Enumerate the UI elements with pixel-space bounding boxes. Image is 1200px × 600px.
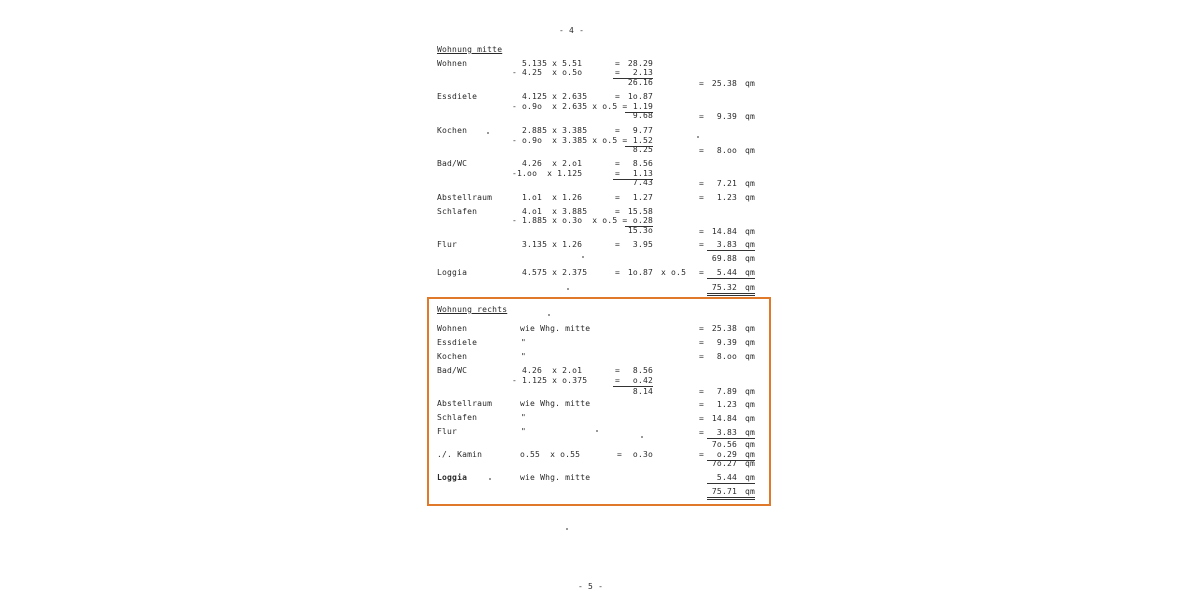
room-label: Flur: [437, 240, 458, 249]
scan-speck: [489, 478, 491, 480]
equals-sign: =: [699, 414, 705, 423]
unit-label: qm: [737, 473, 755, 484]
reference-note: wie Whg. mitte: [520, 473, 591, 482]
calc-expression: 1.o1 x 1.26: [522, 193, 583, 202]
reference-note: wie Whg. mitte: [520, 399, 591, 408]
calc-expression: - 1.885 x o.3o x o.5 =: [512, 216, 628, 225]
calc-expression: - o.9o x 3.385 x o.5 =: [512, 136, 628, 145]
equals-sign: =: [699, 450, 705, 459]
unit-label: qm: [745, 179, 756, 188]
calc-expression: 3.135 x 1.26: [522, 240, 583, 249]
section-heading-mitte: Wohnung mitte: [437, 45, 503, 54]
equals-sign: =: [615, 240, 621, 249]
calc-expression: 4.575 x 2.375: [522, 268, 588, 277]
page-number-top: - 4 -: [559, 26, 585, 35]
calc-value: 1.13: [613, 169, 653, 180]
calc-expression: 2.885 x 3.385: [522, 126, 588, 135]
room-total: 14.84: [711, 414, 737, 423]
room-total: o.29: [707, 450, 737, 461]
room-total: 25.38: [711, 79, 737, 88]
unit-label: qm: [737, 240, 755, 251]
room-label: Essdiele: [437, 92, 478, 101]
equals-sign: =: [699, 146, 705, 155]
room-total: 7.21: [716, 179, 737, 188]
equals-sign: =: [699, 400, 705, 409]
reference-note: wie Whg. mitte: [520, 324, 591, 333]
page-number-bottom: - 5 -: [578, 582, 604, 591]
calc-expression: 5.135 x 5.51: [522, 59, 583, 68]
room-total: 5.44: [707, 268, 737, 279]
equals-sign: =: [615, 193, 621, 202]
calc-value: o.3o: [632, 450, 653, 459]
unit-label: qm: [745, 112, 756, 121]
room-total: 3.83: [707, 240, 737, 251]
scan-speck: [697, 136, 699, 138]
equals-sign: =: [615, 376, 621, 385]
calc-value: 28.29: [627, 59, 653, 68]
unit-label: qm: [745, 146, 756, 155]
reference-note: ": [521, 338, 527, 347]
room-total: 3.83: [707, 428, 737, 439]
room-label: ./. Kamin: [437, 450, 483, 459]
equals-sign: =: [615, 126, 621, 135]
calc-expression: - 4.25 x o.5o: [512, 68, 583, 77]
room-total: 1.23: [716, 400, 737, 409]
scan-speck: [566, 528, 568, 530]
calc-value: 1.52: [625, 136, 653, 147]
calc-expression: 4.o1 x 3.885: [522, 207, 588, 216]
unit-label: qm: [737, 428, 755, 439]
equals-sign: =: [699, 179, 705, 188]
room-label: Bad/WC: [437, 159, 468, 168]
room-total: 14.84: [711, 227, 737, 236]
reference-note: ": [521, 413, 527, 422]
equals-sign: =: [615, 92, 621, 101]
calc-expression: 4.26 x 2.o1: [522, 159, 583, 168]
double-underline: [707, 497, 755, 498]
room-total: 5.44: [707, 473, 737, 484]
equals-sign: =: [615, 366, 621, 375]
unit-label: qm: [745, 487, 756, 496]
room-label: Bad/WC: [437, 366, 468, 375]
room-label: Wohnen: [437, 59, 468, 68]
subtotal: 8.14: [632, 387, 653, 396]
equals-sign: =: [699, 428, 705, 437]
section-subtotal: 7o.56: [711, 440, 737, 449]
equals-sign: =: [615, 159, 621, 168]
reference-note: ": [521, 352, 527, 361]
grand-total: 75.32: [711, 283, 737, 292]
unit-label: qm: [745, 79, 756, 88]
unit-label: qm: [745, 400, 756, 409]
equals-sign: =: [615, 169, 621, 178]
calc-expression: -1.oo x 1.125: [512, 169, 583, 178]
unit-label: qm: [737, 450, 755, 461]
calc-expression: 4.125 x 2.635: [522, 92, 588, 101]
scan-speck: [596, 430, 598, 432]
scan-speck: [548, 314, 550, 316]
subtotal: 26.16: [627, 78, 653, 87]
reference-note: ": [521, 427, 527, 436]
equals-sign: =: [615, 207, 621, 216]
room-total: 1.23: [716, 193, 737, 202]
calc-expression: - o.9o x 2.635 x o.5 =: [512, 102, 628, 111]
calc-value: o.28: [625, 216, 653, 227]
double-underline: [707, 293, 755, 294]
calc-value: 1.19: [625, 102, 653, 113]
equals-sign: =: [699, 240, 705, 249]
equals-sign: =: [699, 268, 705, 277]
equals-sign: =: [699, 112, 705, 121]
calc-value: 8.56: [632, 159, 653, 168]
equals-sign: =: [699, 193, 705, 202]
unit-label: qm: [745, 440, 756, 449]
equals-sign: =: [617, 450, 623, 459]
equals-sign: =: [699, 79, 705, 88]
room-total: 9.39: [716, 112, 737, 121]
room-label: Flur: [437, 427, 458, 436]
room-label: Schlafen: [437, 413, 478, 422]
equals-sign: =: [699, 387, 705, 396]
room-total: 7.89: [716, 387, 737, 396]
subtotal: 15.3o: [627, 226, 653, 235]
room-total: 25.38: [711, 324, 737, 333]
unit-label: qm: [745, 414, 756, 423]
room-total: 8.oo: [716, 352, 737, 361]
unit-label: qm: [745, 227, 756, 236]
scan-speck: [582, 256, 584, 258]
unit-label: qm: [745, 283, 756, 292]
unit-label: qm: [745, 352, 756, 361]
calc-value: 8.56: [632, 366, 653, 375]
scan-speck: [567, 288, 569, 290]
unit-label: qm: [737, 268, 755, 279]
equals-sign: =: [699, 324, 705, 333]
room-label: Abstellraum: [437, 399, 493, 408]
equals-sign: =: [699, 227, 705, 236]
room-label: Abstellraum: [437, 193, 493, 202]
unit-label: qm: [745, 324, 756, 333]
unit-label: qm: [745, 338, 756, 347]
room-label: Kochen: [437, 352, 468, 361]
subtotal: 8.25: [632, 145, 653, 154]
section-heading-rechts: Wohnung rechts: [437, 305, 508, 314]
double-underline: [707, 295, 755, 296]
equals-sign: =: [699, 352, 705, 361]
calc-expression: 4.26 x 2.o1: [522, 366, 583, 375]
section-subtotal: 69.88: [711, 254, 737, 263]
calc-value: 1o.87: [627, 92, 653, 101]
calc-value: 1.27: [632, 193, 653, 202]
unit-label: qm: [745, 459, 756, 468]
subtotal: 7.43: [632, 178, 653, 187]
calc-expression: - 1.125 x o.375: [512, 376, 588, 385]
calc-expression: o.55 x o.55: [520, 450, 581, 459]
unit-label: qm: [745, 193, 756, 202]
grand-total: 75.71: [711, 487, 737, 496]
subtotal: 9.68: [632, 111, 653, 120]
calc-value: 3.95: [632, 240, 653, 249]
section-subtotal: 7o.27: [711, 459, 737, 468]
equals-sign: =: [615, 268, 621, 277]
calc-value: o.42: [613, 376, 653, 387]
calc-value: 1o.87: [627, 268, 653, 277]
scan-speck: [641, 436, 643, 438]
room-label: Essdiele: [437, 338, 478, 347]
room-label: Schlafen: [437, 207, 478, 216]
scan-speck: [487, 132, 489, 134]
calc-multiplier: x o.5: [661, 268, 687, 277]
calc-value: 2.13: [613, 68, 653, 79]
equals-sign: =: [615, 68, 621, 77]
calc-value: 15.58: [627, 207, 653, 216]
room-total: 8.oo: [716, 146, 737, 155]
double-underline: [707, 499, 755, 500]
room-total: 9.39: [716, 338, 737, 347]
room-label: Loggia: [437, 268, 468, 277]
equals-sign: =: [699, 338, 705, 347]
room-label: Kochen: [437, 126, 468, 135]
room-label: Wohnen: [437, 324, 468, 333]
unit-label: qm: [745, 387, 756, 396]
room-label: Loggia: [437, 473, 468, 482]
equals-sign: =: [615, 59, 621, 68]
calc-value: 9.77: [632, 126, 653, 135]
unit-label: qm: [745, 254, 756, 263]
